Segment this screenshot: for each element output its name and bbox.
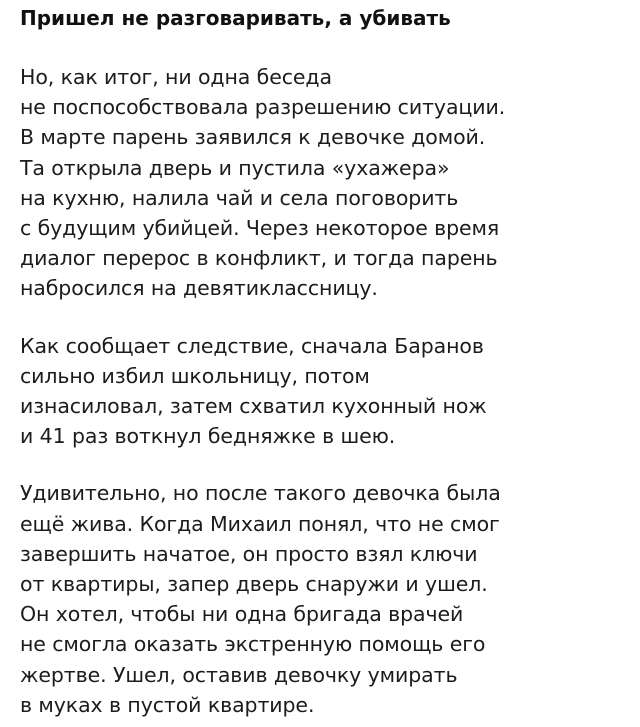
text-line: В марте парень заявился к девочке домой. <box>20 125 486 150</box>
text-line: от квартиры, запер дверь снаружи и ушел. <box>20 572 488 597</box>
text-line: жертве. Ушел, оставив девочку умирать <box>20 662 458 687</box>
text-line: не смогла оказать экстренную помощь его <box>20 632 486 657</box>
paragraph-3 <box>20 478 624 720</box>
text-line: на кухню, налила чай и села поговорить <box>20 185 459 210</box>
text-line: с будущим убийцей. Через некоторое время <box>20 216 500 241</box>
text-line: сильно избил школьницу, потом <box>20 363 370 388</box>
text-line: и 41 раз воткнул бедняжке в шею. <box>20 424 396 449</box>
text-line: Он хотел, чтобы ни одна бригада врачей <box>20 602 464 627</box>
text-line: набросился на девятиклассницу. <box>20 276 378 301</box>
paragraph-2 <box>20 331 624 452</box>
text-line: не поспособствовала разрешению ситуации. <box>20 95 506 120</box>
article-headline: Пришел не разговаривать, а убивать <box>20 6 451 30</box>
text-line: изнасиловал, затем схватил кухонный нож <box>20 394 487 419</box>
text-line: диалог перерос в конфликт, и тогда парень <box>20 246 498 271</box>
text-line: Но, как итог, ни одна беседа <box>20 65 332 89</box>
text-line: Та открыла дверь и пустила «ухажера» <box>20 155 450 180</box>
text-line: Удивительно, но после такого девочка была <box>20 481 501 506</box>
text-line: в муках в пустой квартире. <box>20 692 315 717</box>
text-line: Как сообщает следствие, сначала Баранов <box>20 333 484 358</box>
text-line: ещё жива. Когда Михаил понял, что не смог <box>20 511 500 536</box>
paragraph-1 <box>20 62 624 304</box>
text-line: завершить начатое, он просто взял ключи <box>20 541 478 566</box>
